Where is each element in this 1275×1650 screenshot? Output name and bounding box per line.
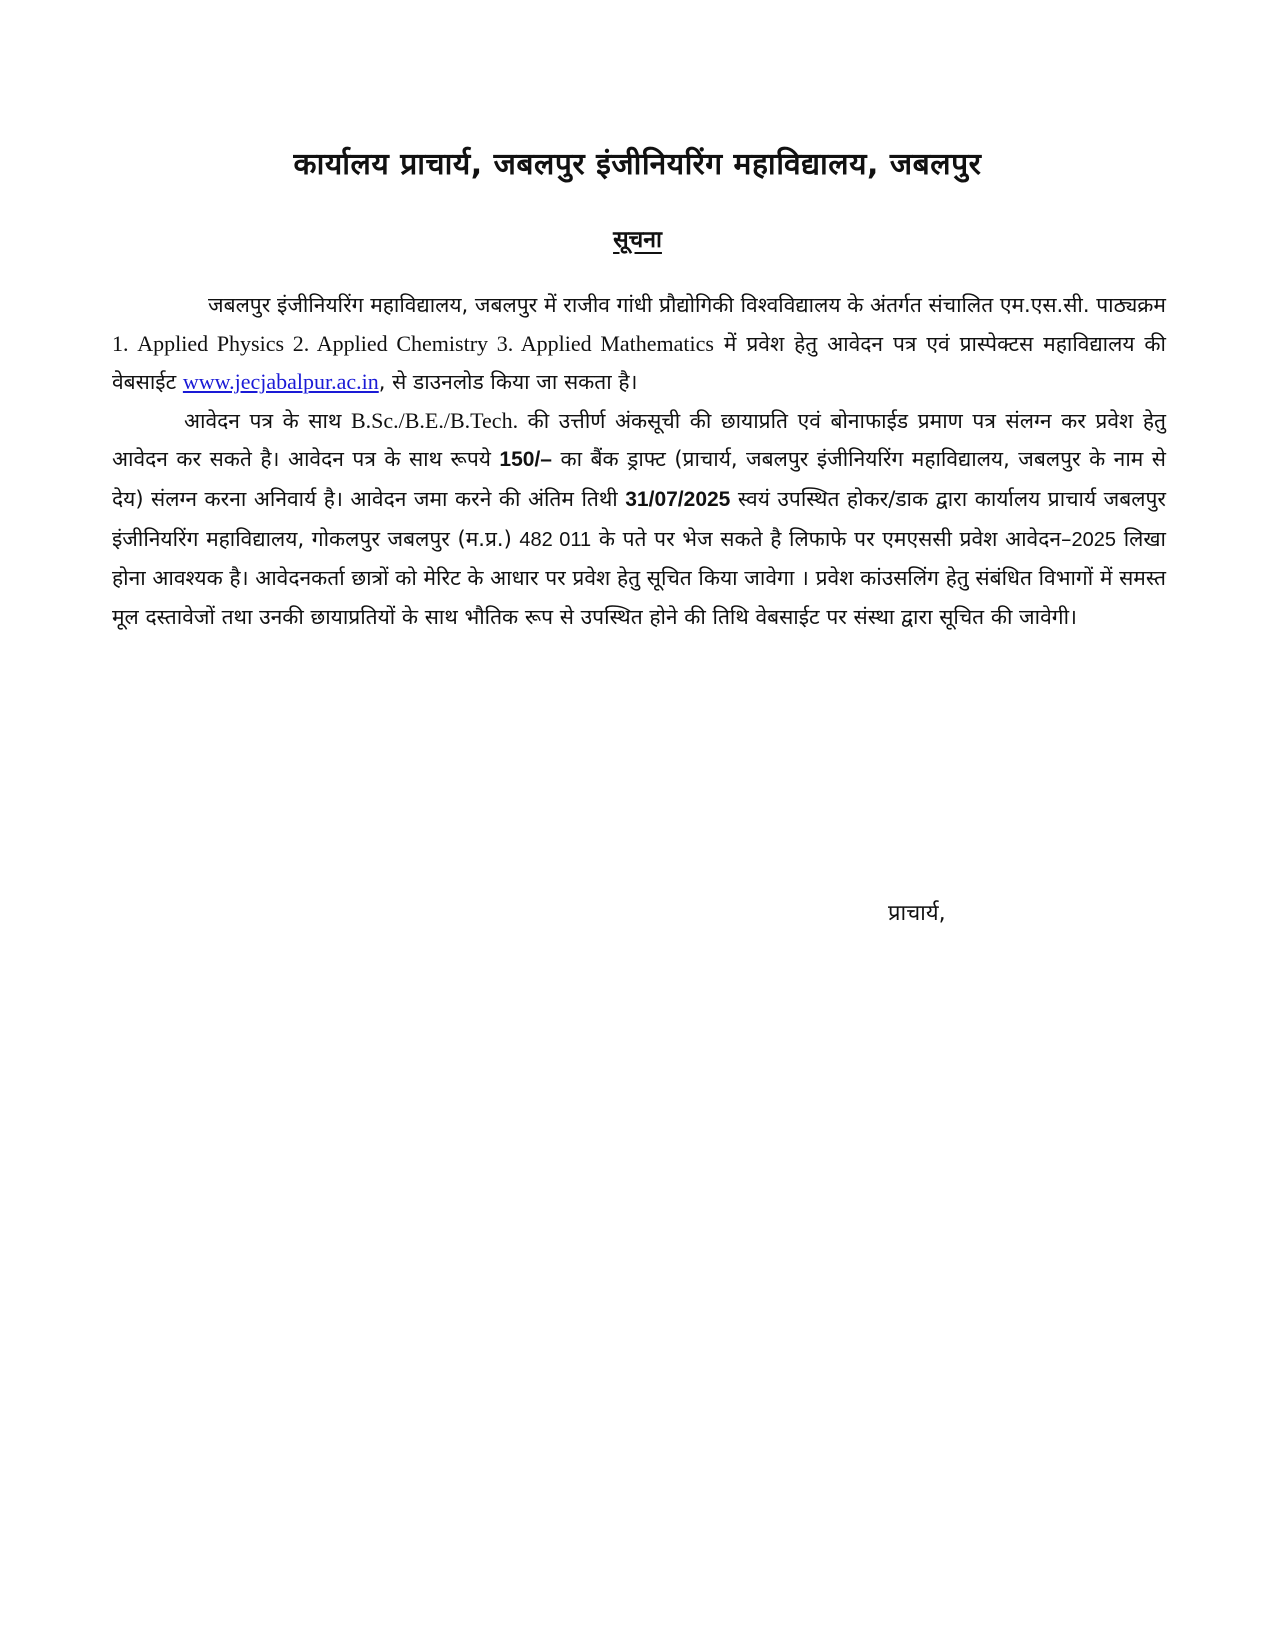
last-date: 31/07/2025 [625,487,731,511]
notice-title: सूचना [613,227,662,253]
page-title: कार्यालय प्राचार्य, जबलपुर इंजीनियरिंग महाविद्यालय, जबलपुर [293,147,982,182]
para2-text-5: के पते पर भेज सकते है लिफाफे पर एमएससी प्रवेश आवेदन– [591,526,1072,551]
para2-text-4: स्वयं उपस्थित होकर/डाक द्वारा कार्यालय प्राचार्य जबलपुर इंजीनियरिंग महाविद्यालय, गोकलपुर जबलपुर (म.प्र.) [112,486,1166,551]
para1-text-3: , से डाउनलोड किया जा सकता है। [378,370,638,395]
para2-text-6: लिखा होना आवश्यक है। आवेदनकर्ता छात्रों को मेरिट के आधार पर प्रवेश हेतु सूचित किया जावेगा । प्रवेश कांउसलिंग हेतु संबंधित विभागों में समस्त मूल दस्तावेजों तथा उनकी छायाप्रतियों के साथ भौतिक रूप से उपस्थित होने की तिथि वेबसाईट पर संस्था द्वारा सूचित की जावेगी। [112,526,1166,629]
signature: प्राचार्य, [888,901,946,926]
para1-text-1: जबलपुर इंजीनियरिंग महाविद्यालय, जबलपुर में राजीव गांधी प्रौद्योगिकी विश्वविद्यालय के अंतर्गत संचालित एम.एस.सी. पाठ्यक्रम [208,293,1166,317]
paragraph-admission-info [112,286,1166,402]
pincode: 482 011 [519,528,592,551]
paragraph-application-details [112,402,1166,637]
para1-text-2: में प्रवेश हेतु आवेदन पत्र एवं प्रास्पेक्टस महाविद्यालय की वेबसाईट [112,331,1166,395]
notice-body [112,286,1166,636]
website-link[interactable]: www.jecjabalpur.ac.in [182,369,379,395]
para2-text-1: आवेदन पत्र के साथ [184,408,351,433]
para2-text-3: का बैंक ड्राफ्ट (प्राचार्य, जबलपुर इंजीनियरिंग महाविद्यालय, जबलपुर के नाम से देय) संलग्न करना अनिवार्य है। आवेदन जमा करने की अंतिम तिथी [112,447,1166,511]
application-fee: 150/– [499,448,552,472]
course-list: 1. Applied Physics 2. Applied Chemistry 3. Applied Mathematics [112,330,714,356]
application-year: 2025 [1071,528,1117,551]
para2-text-2: की उत्तीर्ण अंकसूची की छायाप्रति एवं बोनाफाईड प्रमाण पत्र संलग्न कर प्रवेश हेतु आवेदन कर सकते है। आवेदन पत्र के साथ रूपये [112,408,1166,472]
degree-list: B.Sc./B.E./B.Tech. [350,407,519,433]
